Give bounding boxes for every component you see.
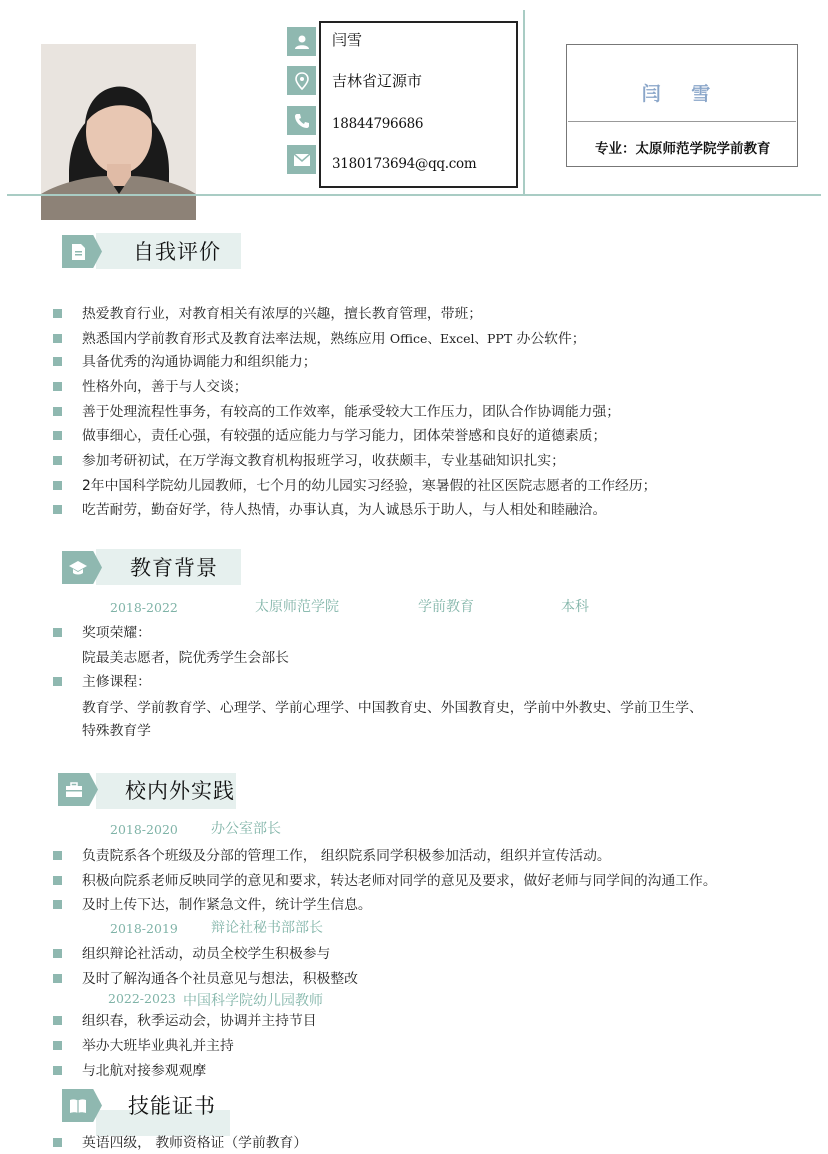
email-text: 3180173694@qq.com <box>332 156 477 172</box>
honors-text: 院最美志愿者，院优秀学生会部长 <box>82 650 289 666</box>
person-icon <box>287 27 316 56</box>
practice-period-3: 2022-2023 <box>108 991 176 1006</box>
self-eval-item: 性格外向，善于与人交谈； <box>82 379 248 395</box>
self-eval-item: 熟悉国内学前教育形式及教育法率法规，熟练应用 Office、Excel、PPT 办公软件； <box>82 331 586 347</box>
bullet <box>53 334 62 343</box>
courses-line-2: 特殊教育学 <box>82 723 151 739</box>
practice-2-item-1: 组织辩论社活动，动员全校学生积极参与 <box>82 946 331 962</box>
bullet <box>53 1138 62 1147</box>
bullet <box>53 382 62 391</box>
practice-3-item-1: 组织春，秋季运动会，协调并主持节目 <box>82 1013 317 1029</box>
self-eval-item: 热爱教育行业，对教育相关有浓厚的兴趣，擅长教育管理，带班； <box>82 306 483 322</box>
bullet <box>53 1016 62 1025</box>
section-title-skills: 技能证书 <box>128 1094 216 1118</box>
self-eval-item: 具备优秀的沟通协调能力和组织能力； <box>82 354 317 370</box>
practice-role-2: 辩论社秘书部部长 <box>211 920 323 936</box>
edu-degree: 本科 <box>561 599 589 615</box>
bullet <box>53 677 62 686</box>
self-eval-item: 吃苦耐劳，勤奋好学，待人热情，办事认真，为人诚恳乐于助人，与人相处和睦融洽。 <box>82 502 607 518</box>
bullet <box>53 1066 62 1075</box>
bullet <box>53 309 62 318</box>
name-card <box>566 44 798 167</box>
section-title-practice: 校内外实践 <box>125 779 235 803</box>
bullet <box>53 1041 62 1050</box>
practice-3-item-3: 与北航对接参观观摩 <box>82 1063 207 1079</box>
practice-1-item-3: 及时上传下达，制作紧急文件，统计学生信息。 <box>82 897 372 913</box>
card-name: 闫 雪 <box>641 83 723 105</box>
bullet <box>53 628 62 637</box>
practice-2-item-2: 及时了解沟通各个社员意见与想法，积极整改 <box>82 971 358 987</box>
section-title-education: 教育背景 <box>130 556 218 580</box>
practice-period-1: 2018-2020 <box>110 822 178 837</box>
bullet <box>53 357 62 366</box>
location-text: 吉林省辽源市 <box>332 72 423 90</box>
card-separator <box>568 121 796 122</box>
practice-1-item-1: 负责院系各个班级及分部的管理工作， 组织院系同学积极参加活动，组织并宣传活动。 <box>82 848 611 864</box>
location-pin-icon <box>287 66 316 95</box>
self-eval-item: 2年中国科学院幼儿园教师，七个月的幼儿园实习经验，寒暑假的社区医院志愿者的工作经历； <box>82 478 657 494</box>
phone-icon <box>287 106 316 135</box>
practice-3-item-2: 举办大班毕业典礼并主持 <box>82 1038 234 1054</box>
edu-school: 太原师范学院 <box>255 599 339 615</box>
phone-text: 18844796686 <box>332 116 424 132</box>
bullet <box>53 900 62 909</box>
bullet <box>53 949 62 958</box>
bullet <box>53 505 62 514</box>
email-icon <box>287 145 316 174</box>
bullet <box>53 851 62 860</box>
skills-item-1: 英语四级， 教师资格证（学前教育） <box>82 1135 308 1151</box>
header-divider-vertical <box>523 10 525 196</box>
bullet <box>53 974 62 983</box>
bullet <box>53 456 62 465</box>
courses-label: 主修课程： <box>82 674 151 690</box>
briefcase-icon <box>58 773 98 806</box>
bullet <box>53 481 62 490</box>
practice-1-item-2: 积极向院系老师反映同学的意见和要求，转达老师对同学的意见及要求，做好老师与同学间的沟通工作。 <box>82 873 717 889</box>
honors-label: 奖项荣耀： <box>82 625 151 641</box>
practice-period-2: 2018-2019 <box>110 921 178 936</box>
courses-line-1: 教育学、学前教育学、心理学、学前心理学、中国教育史、外国教育史，学前中外教史、学前卫生学、 <box>82 700 703 716</box>
card-major: 专业：太原师范学院学前教育 <box>595 141 771 157</box>
practice-role-1: 办公室部长 <box>211 821 281 837</box>
self-eval-item: 善于处理流程性事务，有较高的工作效率，能承受较大工作压力，团队合作协调能力强； <box>82 404 621 420</box>
bullet <box>53 431 62 440</box>
edu-major: 学前教育 <box>418 599 474 615</box>
name-text: 闫雪 <box>332 31 363 49</box>
self-eval-item: 做事细心，责任心强，有较强的适应能力与学习能力，团体荣誉感和良好的道德素质； <box>82 428 607 444</box>
practice-role-3: 中国科学院幼儿园教师 <box>183 993 323 1009</box>
section-title-self-eval: 自我评价 <box>133 240 221 264</box>
bullet <box>53 876 62 885</box>
edu-period: 2018-2022 <box>110 600 178 615</box>
header-divider-horizontal <box>7 194 821 196</box>
bullet <box>53 407 62 416</box>
self-eval-item: 参加考研初试，在万学海文教育机构报班学习，收获颇丰，专业基础知识扎实； <box>82 453 565 469</box>
